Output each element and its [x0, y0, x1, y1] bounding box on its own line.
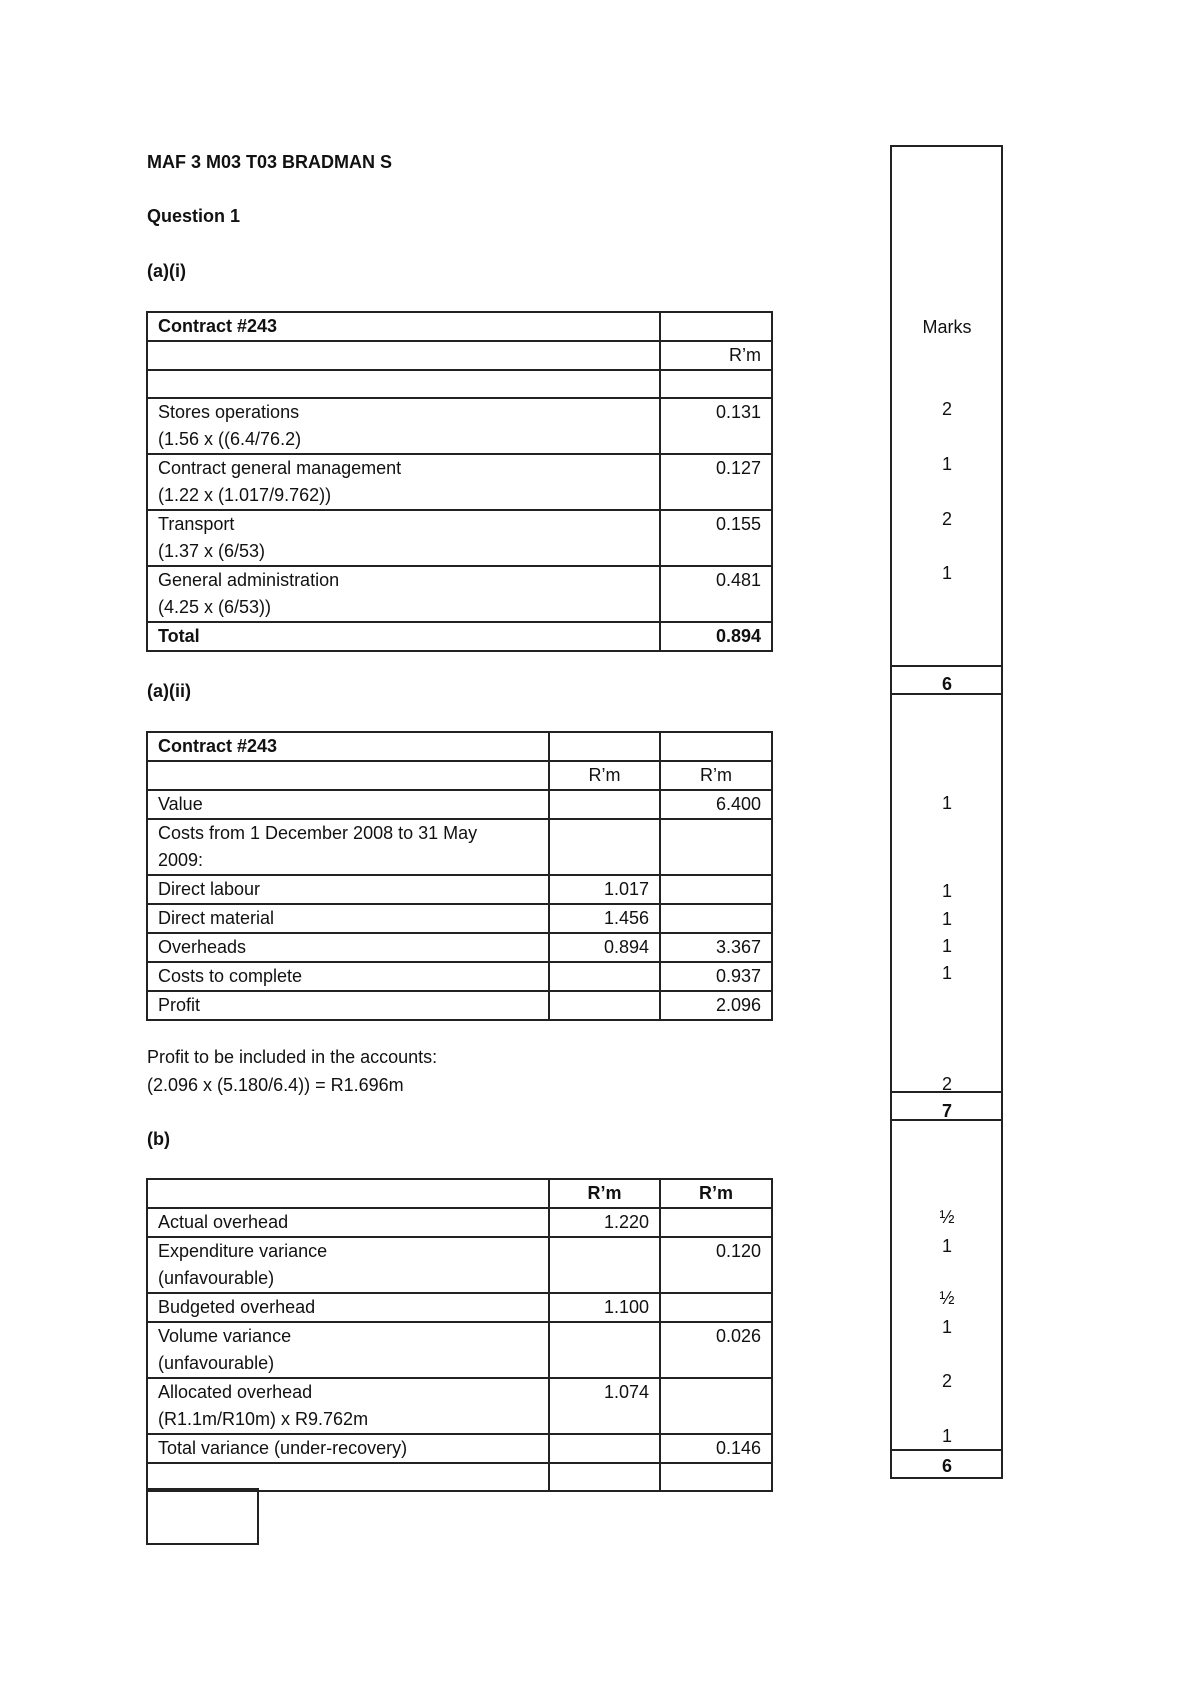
table-row: [147, 1378, 772, 1434]
row-label: Value: [147, 790, 549, 819]
mark-total: 6: [941, 1456, 952, 1476]
row-col2: 0.120: [660, 1237, 772, 1293]
table-row: [147, 962, 772, 991]
table-a-ii: [146, 731, 773, 1021]
total-label: Total: [147, 622, 660, 651]
empty-cell: [147, 761, 549, 790]
row-col1: [549, 1237, 660, 1293]
total-row: [147, 622, 772, 651]
row-label: Profit: [147, 991, 549, 1020]
empty-cell: [660, 312, 772, 341]
row-col2: 0.146: [660, 1434, 772, 1463]
empty-cell: [147, 1179, 549, 1208]
table-row: [147, 454, 772, 510]
table-row: [147, 991, 772, 1020]
table-row: [147, 510, 772, 566]
table-row: [147, 933, 772, 962]
question-heading: Question 1: [147, 206, 241, 226]
empty-cell: [147, 370, 660, 398]
empty-box: [146, 1488, 259, 1545]
part-a-i-heading: (a)(i): [147, 261, 186, 281]
row-col2: [660, 819, 772, 875]
row-col2: 0.937: [660, 962, 772, 991]
row-value: 0.155: [660, 510, 772, 566]
row-label: Stores operations (1.56 x ((6.4/76.2): [147, 398, 660, 454]
empty-cell: [549, 1463, 660, 1491]
row-label: Direct material: [147, 904, 549, 933]
mark-value: ½: [939, 1207, 955, 1227]
mark-value: 1: [941, 936, 952, 956]
row-col1: [549, 962, 660, 991]
row-col1: 1.100: [549, 1293, 660, 1322]
table-row: [147, 1208, 772, 1237]
table-row: [147, 566, 772, 622]
empty-cell: [660, 1463, 772, 1491]
row-col1: 0.894: [549, 933, 660, 962]
unit-header: R’m: [660, 341, 772, 370]
mark-total: 7: [941, 1101, 952, 1121]
mark-value: 1: [941, 881, 952, 901]
row-col1: [549, 991, 660, 1020]
mark-value: 1: [941, 563, 952, 583]
row-col2: 3.367: [660, 933, 772, 962]
unit-header: R’m: [549, 761, 660, 790]
mark-value: ½: [939, 1288, 955, 1308]
unit-header: R’m: [660, 761, 772, 790]
part-b-heading: (b): [147, 1129, 170, 1149]
mark-value: 2: [941, 1074, 952, 1094]
row-label: Costs to complete: [147, 962, 549, 991]
row-label: Contract general management (1.22 x (1.017/9.762)): [147, 454, 660, 510]
empty-cell: [549, 732, 660, 761]
row-col2: [660, 875, 772, 904]
empty-cell: [660, 732, 772, 761]
table-row: [147, 398, 772, 454]
marks-heading: Marks: [922, 317, 972, 337]
mark-value: 2: [941, 509, 952, 529]
empty-cell: [660, 370, 772, 398]
table-row: [147, 875, 772, 904]
empty-cell: [147, 1463, 549, 1491]
row-col1: [549, 1322, 660, 1378]
row-label: Costs from 1 December 2008 to 31 May 2009:: [147, 819, 549, 875]
empty-cell: [147, 341, 660, 370]
mark-value: 1: [941, 1236, 952, 1256]
row-col2: 6.400: [660, 790, 772, 819]
row-label: General administration (4.25 x (6/53)): [147, 566, 660, 622]
mark-value: 1: [941, 909, 952, 929]
table-a-ii-title: Contract #243: [147, 732, 549, 761]
unit-header: R’m: [549, 1179, 660, 1208]
document-code: MAF 3 M03 T03 BRADMAN S: [147, 152, 393, 172]
row-value: 0.481: [660, 566, 772, 622]
mark-value: 1: [941, 793, 952, 813]
row-label: Direct labour: [147, 875, 549, 904]
mark-value: 2: [941, 1371, 952, 1391]
profit-note-line2: (2.096 x (5.180/6.4)) = R1.696m: [147, 1075, 404, 1095]
row-col2: [660, 904, 772, 933]
table-row: [147, 1322, 772, 1378]
row-label: Overheads: [147, 933, 549, 962]
row-col2: [660, 1208, 772, 1237]
profit-note-line1: Profit to be included in the accounts:: [147, 1047, 438, 1067]
table-b: [146, 1178, 773, 1492]
row-col1: [549, 790, 660, 819]
table-row: [147, 1293, 772, 1322]
mark-value: 1: [941, 1426, 952, 1446]
mark-value: 1: [941, 454, 952, 474]
table-row: [147, 790, 772, 819]
row-col1: 1.456: [549, 904, 660, 933]
table-a-i: [146, 311, 773, 652]
row-label: Expenditure variance (unfavourable): [147, 1237, 549, 1293]
row-col2: [660, 1293, 772, 1322]
row-label: Volume variance (unfavourable): [147, 1322, 549, 1378]
mark-value: 1: [941, 963, 952, 983]
row-label: Budgeted overhead: [147, 1293, 549, 1322]
mark-total: 6: [941, 674, 952, 694]
table-row: [147, 819, 772, 875]
part-a-ii-heading: (a)(ii): [147, 681, 191, 701]
table-row: [147, 1434, 772, 1463]
row-col1: 1.017: [549, 875, 660, 904]
row-col1: 1.220: [549, 1208, 660, 1237]
table-a-i-title: Contract #243: [147, 312, 660, 341]
row-col1: [549, 819, 660, 875]
row-label: Total variance (under-recovery): [147, 1434, 549, 1463]
row-value: 0.131: [660, 398, 772, 454]
mark-value: 2: [941, 399, 952, 419]
table-row: [147, 1237, 772, 1293]
mark-value: 1: [941, 1317, 952, 1337]
row-col1: [549, 1434, 660, 1463]
total-value: 0.894: [660, 622, 772, 651]
row-label: Actual overhead: [147, 1208, 549, 1237]
row-col1: 1.074: [549, 1378, 660, 1434]
row-value: 0.127: [660, 454, 772, 510]
unit-header: R’m: [660, 1179, 772, 1208]
row-label: Transport (1.37 x (6/53): [147, 510, 660, 566]
row-col2: [660, 1378, 772, 1434]
table-row: [147, 904, 772, 933]
row-col2: 0.026: [660, 1322, 772, 1378]
marks-box-b: [890, 1119, 1003, 1451]
row-col2: 2.096: [660, 991, 772, 1020]
row-label: Allocated overhead (R1.1m/R10m) x R9.762m: [147, 1378, 549, 1434]
